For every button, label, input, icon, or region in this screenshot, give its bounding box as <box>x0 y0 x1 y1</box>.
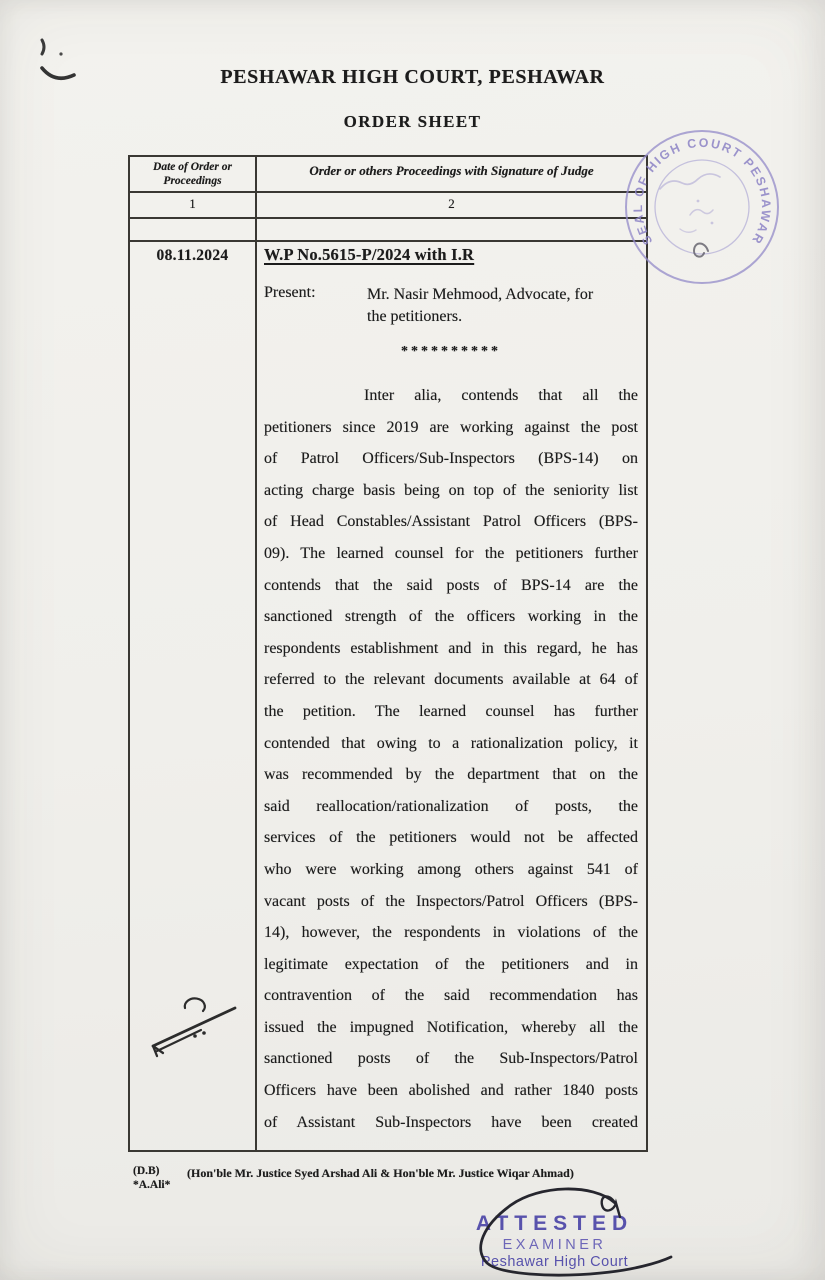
examiner-signature <box>443 1175 678 1280</box>
order-text-line: sanctioned posts of the Sub-Inspectors/Patrol <box>264 1050 638 1068</box>
court-title: PESHAWAR HIGH COURT, PESHAWAR <box>220 66 605 88</box>
attested-text: ATTESTED <box>475 1212 634 1235</box>
order-date: 08.11.2024 <box>156 247 229 264</box>
order-text-line: was recommended by the department that on the <box>264 766 638 784</box>
order-text-line: of Patrol Officers/Sub-Inspectors (BPS-14) on <box>264 450 638 468</box>
counsel-line-1: Mr. Nasir Mehmood, Advocate, for <box>367 286 594 303</box>
table-header-row <box>130 157 646 193</box>
seal-script-line <box>690 210 713 215</box>
signature-loop <box>481 1189 671 1275</box>
asterisk-separator: ********** <box>401 344 501 359</box>
order-body-text <box>264 380 638 1138</box>
seal-ink-overlap <box>694 244 708 257</box>
order-text-line: services of the petitioners would not be affected <box>264 829 638 847</box>
present-label: Present: <box>264 284 316 301</box>
present-block <box>264 284 638 328</box>
order-text-line: petitioners since 2019 are working against the post <box>264 418 638 436</box>
spacer-cell-1 <box>130 219 257 240</box>
seal-dot <box>711 222 714 225</box>
order-text-line: 14), however, the respondents in violations of the <box>264 924 638 942</box>
case-title: W.P No.5615-P/2024 with I.R <box>264 245 475 264</box>
order-text-line: Officers have been abolished and rather 1840 posts <box>264 1082 638 1100</box>
order-text-line: contends that the said posts of BPS-14 are the <box>264 576 638 594</box>
order-text-line: contended that owing to a rationalization policy, it <box>264 734 638 752</box>
seal-dot <box>697 200 700 203</box>
ink-dot <box>59 52 62 55</box>
order-text-line: Inter alia, contends that all the <box>364 387 638 404</box>
order-text-line: referred to the relevant documents available at 64 of <box>264 671 638 689</box>
seal-circular-text: SEAL OF HIGH COURT PESHAWAR <box>630 135 774 248</box>
order-text-line: vacant posts of the Inspectors/Patrol Officers (BPS- <box>264 892 638 910</box>
flourish-dot <box>193 1034 197 1038</box>
ink-tick-mark <box>42 40 44 54</box>
flourish-main-stroke <box>153 1008 235 1046</box>
order-cell <box>257 242 646 1150</box>
order-text-line: said reallocation/rationalization of posts, the <box>264 797 638 815</box>
handwritten-initials <box>143 988 248 1063</box>
order-text-line: the petition. The learned counsel has further <box>264 702 638 720</box>
seal-outer-ring <box>626 131 778 283</box>
order-text-line: contravention of the said recommendation has <box>264 987 638 1005</box>
table-spacer-row <box>130 219 646 242</box>
seal-inner-ring <box>655 160 749 254</box>
col-number-2: 2 <box>448 196 455 211</box>
author-initials: *A.Ali* <box>133 1179 171 1191</box>
order-text-line: legitimate expectation of the petitioners and in <box>264 955 638 973</box>
judges-names: (Hon'ble Mr. Justice Syed Arshad Ali & Hon'ble Mr. Justice Wiqar Ahmad) <box>187 1166 574 1180</box>
bench-type: (D.B) <box>133 1165 160 1177</box>
order-sheet-title: ORDER SHEET <box>343 112 482 131</box>
table-number-row <box>130 193 646 219</box>
flourish-arc <box>185 998 205 1011</box>
order-text-line: of Head Constables/Assistant Patrol Officers (BPS- <box>264 513 638 531</box>
order-text-line: who were working among others against 541 of <box>264 860 638 878</box>
examiner-text: EXAMINER <box>502 1237 607 1253</box>
order-text-line: sanctioned strength of the officers working in the <box>264 608 638 626</box>
col-header-order: Order or others Proceedings with Signature of Judge <box>309 163 594 178</box>
counsel-appearance <box>367 284 593 328</box>
order-text-line: of Assistant Sub-Inspectors have been created <box>264 1113 638 1131</box>
order-text-line: acting charge basis being on top of the seniority list <box>264 481 638 499</box>
col-number-1: 1 <box>130 193 257 217</box>
seal-script-line <box>680 229 696 232</box>
order-text-line: respondents establishment and in this regard, he has <box>264 639 638 657</box>
footer-left <box>133 1164 170 1192</box>
seal-script-line <box>660 174 720 189</box>
counsel-line-2: the petitioners. <box>367 308 463 325</box>
signature-hook <box>602 1196 620 1217</box>
col-header-date: Date of Order or Proceedings <box>130 157 257 191</box>
stamp-court-name: Peshawar High Court <box>480 1254 629 1270</box>
order-text-line: issued the impugned Notification, whereby all the <box>264 1018 638 1036</box>
order-text-line: 09). The learned counsel for the petitioners further <box>264 544 638 562</box>
spacer-cell-2 <box>257 219 646 240</box>
flourish-dot <box>202 1031 206 1035</box>
high-court-seal <box>620 125 784 289</box>
